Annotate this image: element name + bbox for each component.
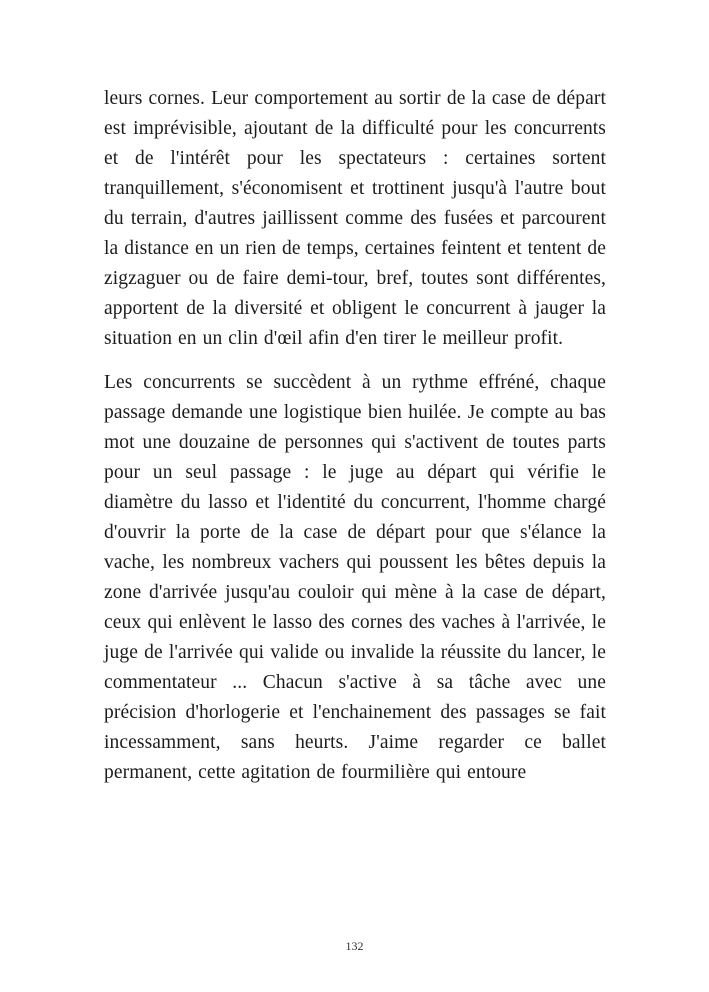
page-number: 132	[345, 939, 364, 953]
paragraph-2: Les concurrents se succèdent à un rythme effréné, chaque passage demande une logistique bien huilée. Je compte au bas mot une douzaine de personnes qui s'activent de toutes parts pour un seul passage : le juge au départ qui vérifie le diamètre du lasso et l'identité du concurrent, l'homme chargé d'ouvrir la porte de la case de départ pour que s'élance la vache, les nombreux vachers qui poussent les bêtes depuis la zone d'arrivée jusqu'au couloir qui mène à la case de départ, ceux qui enlèvent le lasso des cornes des vaches à l'arrivée, le juge de l'arrivée qui valide ou invalide la réussite du lancer, le commentateur ... Chacun s'active à sa tâche avec une précision d'horlogerie et l'enchainement des passages se fait incessamment, sans heurts. J'aime regarder ce ballet permanent, cette agitation de fourmilière qui entoure	[104, 372, 606, 783]
page-body	[104, 84, 606, 802]
paragraph-1: leurs cornes. Leur comportement au sortir de la case de départ est imprévisible, ajoutant de la difficulté pour les concurrents et de l'intérêt pour les spectateurs : certaines sortent tranquillement, s'économisent et trottinent jusqu'à l'autre bout du terrain, d'autres jaillissent comme des fusées et parcourent la distance en un rien de temps, certaines feintent et tentent de zigzaguer ou de faire demi-tour, bref, toutes sont différentes, apportent de la diversité et obligent le concurrent à jauger la situation en un clin d'œil afin d'en tirer le meilleur profit.	[104, 88, 606, 349]
